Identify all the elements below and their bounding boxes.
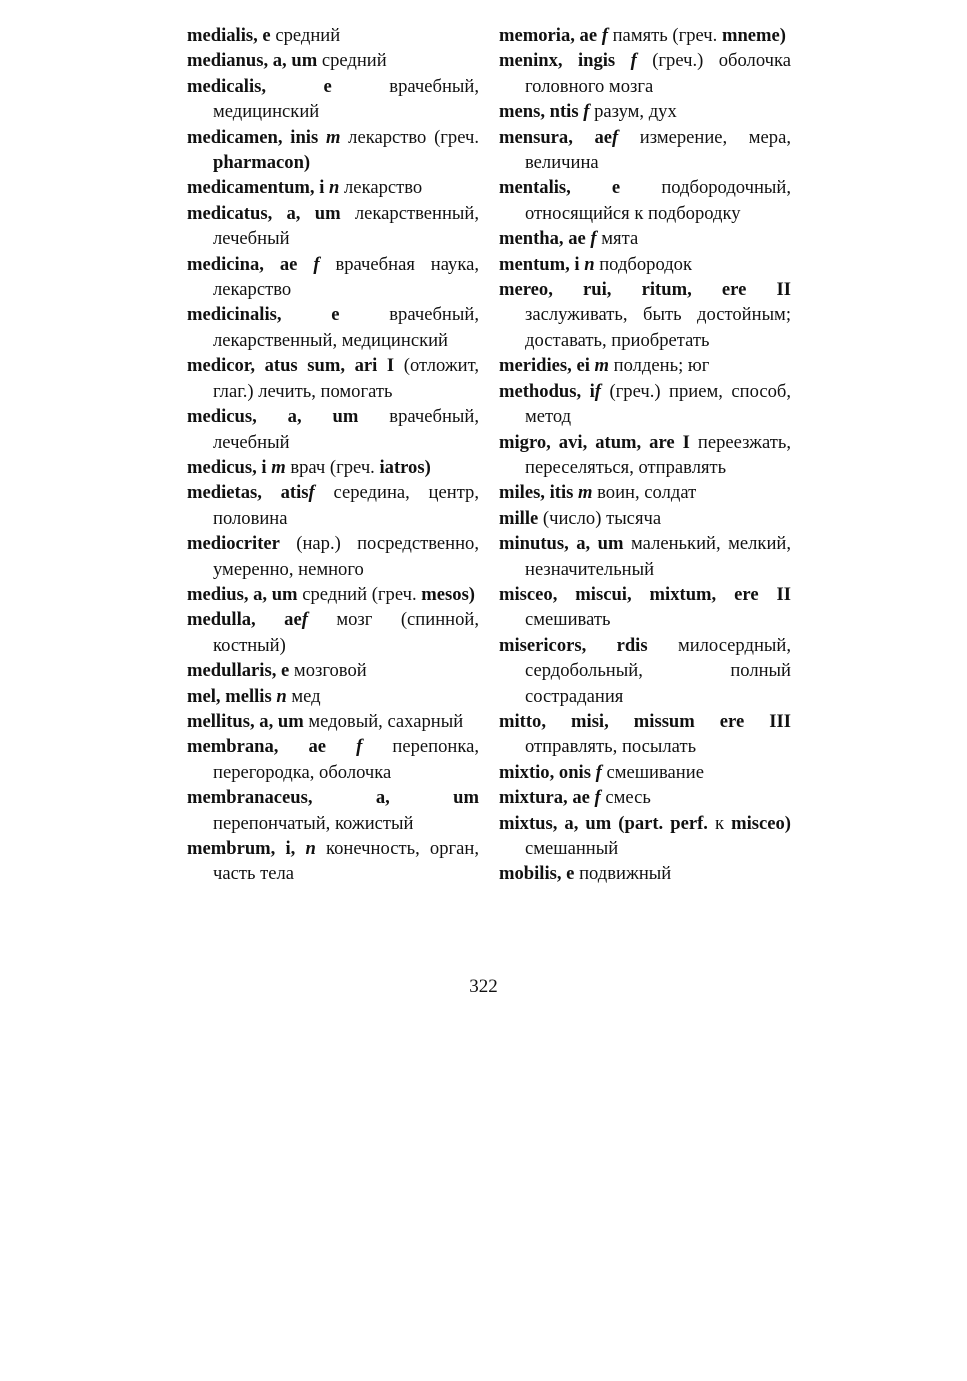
headword: mens, ntis bbox=[499, 101, 579, 123]
definition: (нар.) посредственно, умеренно, немного bbox=[213, 533, 479, 580]
gender-marker: f bbox=[590, 228, 597, 250]
gender-marker: m bbox=[594, 355, 609, 377]
definition: подбородочный, относящийся к подбородку bbox=[525, 177, 791, 224]
headword: membrum, i, bbox=[187, 838, 296, 859]
headword: mille bbox=[499, 507, 539, 529]
headword: medicus, a, um bbox=[187, 406, 359, 428]
definition: перепончатый, кожистый bbox=[213, 812, 414, 834]
definition: врачебная наука, лекарство bbox=[213, 253, 479, 301]
headword: medicamen, inis bbox=[187, 126, 319, 148]
definition: переезжать, переселяться, отправлять bbox=[525, 431, 791, 478]
dictionary-entry bbox=[187, 658, 479, 683]
gender-marker: n bbox=[276, 685, 287, 707]
dictionary-entry bbox=[499, 252, 791, 277]
gender-marker: f bbox=[301, 609, 308, 631]
dictionary-entry bbox=[499, 430, 791, 481]
dictionary-entry bbox=[187, 455, 479, 480]
gender-marker: f bbox=[601, 25, 608, 46]
headword: mentum, i bbox=[499, 253, 580, 275]
dictionary-entry bbox=[187, 531, 479, 582]
definition: врачебный, лечебный bbox=[213, 406, 479, 453]
definition: средний (греч. bbox=[302, 583, 417, 605]
dictionary-entry bbox=[187, 607, 479, 658]
headword: migro, avi, atum, are I bbox=[499, 431, 690, 453]
dictionary-entry bbox=[499, 175, 791, 226]
gender-marker: f bbox=[595, 761, 602, 783]
dictionary-entry bbox=[187, 785, 479, 836]
definition: лекарственный, лечебный bbox=[213, 202, 479, 250]
dictionary-entry bbox=[187, 480, 479, 531]
dictionary-entry bbox=[499, 379, 791, 430]
definition: средний bbox=[321, 50, 387, 72]
dictionary-entry bbox=[499, 125, 791, 176]
definition: середина, центр, половина bbox=[213, 482, 480, 529]
dictionary-entry bbox=[187, 23, 479, 48]
page-number: 322 bbox=[469, 976, 498, 997]
dictionary-entry bbox=[499, 506, 791, 531]
dictionary-entry bbox=[187, 125, 479, 176]
dictionary-entry bbox=[499, 709, 791, 760]
definition: средний bbox=[275, 25, 341, 46]
headword: mobilis, e bbox=[499, 863, 575, 885]
definition: смешивать bbox=[525, 609, 611, 631]
headword: medialis, e bbox=[187, 25, 271, 46]
dictionary-entry bbox=[187, 582, 479, 607]
dictionary-entry bbox=[499, 99, 791, 124]
dictionary-entry bbox=[187, 734, 479, 785]
dictionary-entry bbox=[499, 760, 791, 785]
dictionary-entry bbox=[499, 531, 791, 582]
definition: мозговой bbox=[293, 660, 367, 682]
definition: разум, дух bbox=[594, 101, 677, 123]
dictionary-entry bbox=[187, 201, 479, 252]
headword: mixtura, ae bbox=[499, 787, 590, 809]
definition: (отложит, глаг.) лечить, помогать bbox=[213, 355, 479, 402]
dictionary-entry bbox=[187, 175, 479, 200]
headword: medicatus, a, um bbox=[187, 202, 341, 224]
dictionary-entry bbox=[499, 633, 791, 709]
headword-greek: iatros) bbox=[379, 456, 431, 478]
dictionary-entry bbox=[499, 23, 791, 48]
headword-greek: mneme) bbox=[721, 25, 786, 46]
headword: mellitus, a, um bbox=[187, 710, 304, 732]
definition: перепонка, перегородка, оболочка bbox=[213, 736, 479, 783]
definition: конечность, орган, часть тела bbox=[213, 838, 479, 885]
headword: mel, mellis bbox=[187, 685, 272, 707]
definition: врачебный, медицинский bbox=[213, 75, 479, 123]
headword: mereo, rui, ritum, ere II bbox=[499, 279, 791, 301]
headword: miles, itis bbox=[499, 482, 574, 504]
definition: лекарство (греч. bbox=[348, 126, 479, 148]
gender-marker: f bbox=[594, 787, 601, 809]
definition: мозг (спинной, костный) bbox=[213, 609, 479, 656]
gender-marker: f bbox=[313, 253, 320, 275]
definition: (греч.) оболочка головного мозга bbox=[525, 50, 791, 97]
gender-marker: m bbox=[578, 482, 593, 504]
headword: methodus, i bbox=[499, 380, 595, 402]
gender-marker: f bbox=[356, 736, 363, 758]
dictionary-entry bbox=[187, 302, 479, 353]
headword: medicalis, e bbox=[187, 75, 332, 97]
dictionary-entry bbox=[187, 74, 479, 125]
dictionary-column-left bbox=[187, 23, 479, 887]
headword: medicina, ae bbox=[187, 253, 298, 275]
headword: medicinalis, e bbox=[187, 304, 340, 326]
definition: врачебный, лекарственный, медицинский bbox=[213, 304, 479, 351]
headword: mentha, ae bbox=[499, 228, 586, 250]
headword-greek: pharmacon) bbox=[213, 152, 311, 174]
gender-marker: f bbox=[594, 380, 601, 402]
definition: маленький, мелкий, незначительный bbox=[525, 533, 791, 580]
definition-continued: смешанный bbox=[525, 838, 619, 859]
headword: memoria, ae bbox=[499, 25, 598, 46]
dictionary-entry bbox=[499, 226, 791, 251]
headword: mensura, ae bbox=[499, 126, 612, 148]
headword: mixtus, a, um (part. perf. bbox=[499, 812, 708, 834]
gender-marker: n bbox=[329, 177, 340, 199]
definition: (число) тысяча bbox=[542, 507, 662, 529]
dictionary-column-right bbox=[499, 23, 791, 887]
definition: отправлять, посылать bbox=[525, 736, 697, 758]
definition: лекарство bbox=[344, 177, 423, 199]
gender-marker: n bbox=[584, 253, 595, 275]
definition: подвижный bbox=[579, 863, 672, 885]
dictionary-entry bbox=[499, 480, 791, 505]
gender-marker: n bbox=[305, 838, 316, 859]
definition: смесь bbox=[605, 787, 651, 809]
headword: misericors, rdis bbox=[499, 634, 648, 656]
headword: medietas, atis bbox=[187, 482, 309, 504]
definition: врач (греч. bbox=[290, 456, 375, 478]
dictionary-entry bbox=[187, 836, 479, 887]
gender-marker: m bbox=[325, 126, 341, 148]
definition: (греч.) прием, способ, метод bbox=[525, 380, 791, 428]
headword: mentalis, e bbox=[499, 177, 621, 199]
headword: membranaceus, a, um bbox=[187, 787, 479, 809]
headword: mediocriter bbox=[187, 533, 280, 555]
dictionary-entry bbox=[187, 252, 479, 303]
headword: meridies, ei bbox=[499, 355, 590, 377]
dictionary-entry bbox=[499, 582, 791, 633]
headword-reference: misceo) bbox=[731, 812, 791, 834]
headword: meninx, ingis bbox=[499, 50, 616, 72]
dictionary-entry bbox=[187, 48, 479, 73]
dictionary-entry bbox=[499, 861, 791, 886]
headword-greek: mesos) bbox=[421, 583, 475, 605]
headword: medullaris, e bbox=[187, 660, 290, 682]
definition: заслуживать, быть достойным; доставать, приобретать bbox=[525, 304, 791, 351]
dictionary-entry bbox=[499, 811, 791, 862]
headword: medulla, ae bbox=[187, 609, 302, 631]
headword: medicus, i bbox=[187, 456, 267, 478]
dictionary-entry bbox=[187, 684, 479, 709]
definition: милосердный, сердобольный, полный сострадания bbox=[525, 634, 791, 707]
gender-marker: f bbox=[630, 50, 637, 72]
dictionary-entry bbox=[187, 709, 479, 734]
definition: медовый, сахарный bbox=[308, 710, 464, 732]
definition: полдень; юг bbox=[613, 355, 710, 377]
dictionary-entry bbox=[499, 277, 791, 353]
dictionary-entry bbox=[499, 785, 791, 810]
dictionary-entry bbox=[499, 48, 791, 99]
definition: мята bbox=[601, 228, 639, 250]
gender-marker: f bbox=[583, 101, 590, 123]
headword: medicor, atus sum, ari I bbox=[187, 355, 395, 377]
headword: medianus, a, um bbox=[187, 50, 318, 72]
gender-marker: f bbox=[308, 482, 315, 504]
definition: подбородок bbox=[599, 253, 693, 275]
definition: память (греч. bbox=[612, 25, 718, 46]
headword: membrana, ae bbox=[187, 736, 327, 758]
headword: medius, a, um bbox=[187, 583, 298, 605]
definition: мед bbox=[291, 685, 321, 707]
definition: к bbox=[715, 812, 725, 834]
headword: medicamentum, i bbox=[187, 177, 325, 199]
definition: воин, солдат bbox=[597, 482, 697, 504]
gender-marker: m bbox=[271, 456, 286, 478]
definition: измерение, мера, величина bbox=[525, 126, 791, 174]
dictionary-entry bbox=[499, 353, 791, 378]
headword: minutus, a, um bbox=[499, 533, 624, 555]
definition: смешивание bbox=[606, 761, 704, 783]
dictionary-entry bbox=[187, 404, 479, 455]
headword: mixtio, onis bbox=[499, 761, 591, 783]
headword: mitto, misi, missum ere III bbox=[499, 710, 791, 732]
dictionary-entry bbox=[187, 353, 479, 404]
gender-marker: f bbox=[612, 126, 619, 148]
headword: misceo, miscui, mixtum, ere II bbox=[499, 583, 791, 605]
